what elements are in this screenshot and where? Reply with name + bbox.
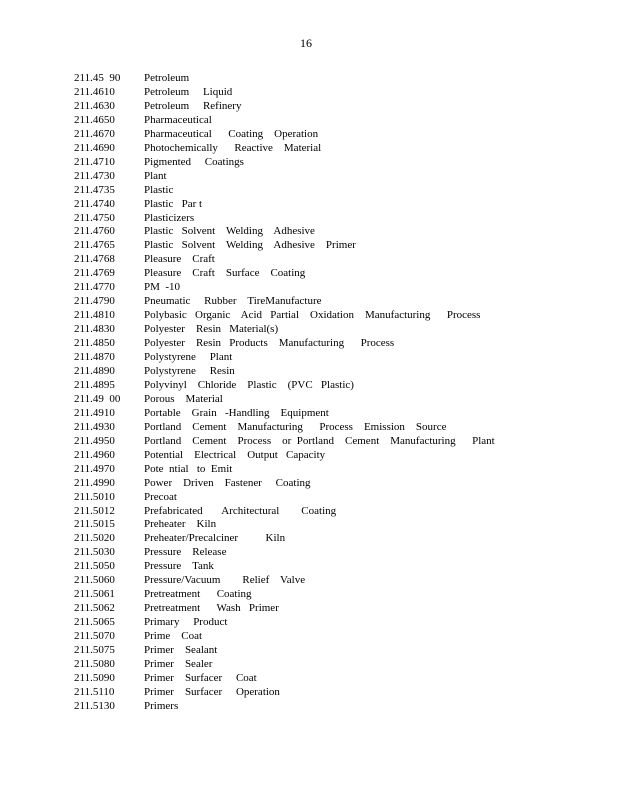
defined-term: Primer Surfacer Coat (144, 671, 257, 684)
defined-term: Plant (144, 169, 167, 182)
defined-term: Petroleum (144, 71, 190, 84)
index-entry (74, 476, 594, 490)
index-entry (74, 420, 594, 434)
defined-term: Portable Grain -Handling Equipment (144, 406, 329, 419)
index-entry (74, 322, 594, 336)
section-number: 211.4650 (74, 113, 115, 126)
section-number: 211.4770 (74, 281, 115, 294)
section-number: 211.4970 (74, 462, 115, 475)
section-number: 211.4990 (74, 476, 115, 489)
defined-term: Prefabricated Architectural Coating (144, 504, 337, 517)
section-number: 211.4750 (74, 211, 115, 224)
section-number: 211.5030 (74, 546, 115, 559)
defined-term: Potential Electrical Output Capacity (144, 448, 326, 461)
section-number: 211.5110 (74, 685, 115, 698)
index-entry (74, 699, 594, 713)
section-number: 211.45 90 (74, 71, 121, 84)
section-number: 211.4810 (74, 309, 115, 322)
index-entry (74, 169, 594, 183)
defined-term: Preheater Kiln (144, 518, 217, 531)
defined-term: Porous Material (144, 392, 223, 405)
index-entry (74, 99, 594, 113)
index-entry (74, 545, 594, 559)
defined-term: Primer Sealer (144, 658, 213, 670)
section-number: 211.4960 (74, 448, 115, 461)
defined-term: Polyester Resin Products Manufacturing Process (144, 337, 395, 350)
index-entry (74, 127, 594, 141)
section-number: 211.4895 (74, 378, 115, 391)
defined-term: Petroleum Refinery (144, 99, 242, 112)
defined-term: Plastic Solvent Welding Adhesive Primer (144, 239, 356, 252)
index-entry (74, 490, 594, 504)
defined-term: Pretreatment Wash Primer (144, 602, 279, 615)
index-entry (74, 113, 594, 127)
defined-term: Precoat (144, 490, 177, 503)
section-number: 211.5090 (74, 671, 115, 684)
index-entry (74, 657, 594, 671)
index-entry (74, 448, 594, 462)
definition-index-list (74, 71, 594, 713)
defined-term: Polyvinyl Chloride Plastic (PVC Plastic) (144, 378, 354, 391)
section-number: 211.4760 (74, 225, 115, 238)
page-number: 16 (300, 36, 312, 50)
index-entry (74, 211, 594, 225)
defined-term: Polybasic Organic Acid Partial Oxidation Manufacturing Process (144, 309, 481, 322)
section-number: 211.5065 (74, 616, 115, 629)
section-number: 211.4670 (74, 127, 115, 140)
section-number: 211.4870 (74, 351, 115, 364)
index-entry (74, 685, 594, 699)
index-entry (74, 406, 594, 420)
section-number: 211.5060 (74, 574, 115, 587)
index-entry (74, 504, 594, 518)
section-number: 211.5061 (74, 588, 115, 601)
index-entry (74, 336, 594, 350)
index-entry (74, 601, 594, 615)
section-number: 211.5012 (74, 504, 115, 517)
defined-term: Primer Surfacer Operation (144, 685, 280, 698)
defined-term: Polyester Resin Material(s) (144, 323, 279, 336)
section-number: 211.5070 (74, 630, 115, 643)
section-number: 211.4690 (74, 141, 115, 154)
defined-term: Pressure/Vacuum Relief Valve (144, 574, 306, 587)
index-entry (74, 364, 594, 378)
section-number: 211.4610 (74, 85, 115, 98)
defined-term: Pressure Tank (144, 560, 214, 573)
index-entry (74, 462, 594, 476)
section-number: 211.4630 (74, 99, 115, 112)
index-entry (74, 671, 594, 685)
section-number: 211.4710 (74, 155, 115, 168)
index-entry (74, 141, 594, 155)
section-number: 211.5015 (74, 518, 115, 531)
defined-term: Photochemically Reactive Material (144, 141, 322, 154)
index-entry (74, 308, 594, 322)
section-number: 211.4830 (74, 323, 115, 336)
index-entry (74, 85, 594, 99)
section-number: 211.4850 (74, 337, 115, 350)
defined-term: Primers (144, 699, 179, 712)
section-number: 211.4768 (74, 253, 115, 266)
section-number: 211.4790 (74, 295, 115, 308)
section-number: 211.5130 (74, 699, 115, 712)
defined-term: PM -10 (144, 281, 181, 294)
defined-term: Pleasure Craft (144, 253, 215, 266)
index-entry (74, 183, 594, 197)
defined-term: Primer Sealant (144, 644, 218, 657)
section-number: 211.5020 (74, 532, 115, 545)
defined-term: Plastic Solvent Welding Adhesive (144, 225, 315, 238)
section-number: 211.5010 (74, 490, 115, 503)
defined-term: Petroleum Liquid (144, 85, 233, 98)
section-number: 211.5062 (74, 602, 115, 615)
defined-term: Pharmaceutical Coating Operation (144, 127, 319, 140)
defined-term: Pneumatic Rubber TireManufacture (144, 295, 322, 308)
defined-term: Plasticizers (144, 211, 195, 224)
defined-term: Plastic (144, 183, 174, 196)
index-entry (74, 71, 594, 85)
index-entry (74, 434, 594, 448)
defined-term: Power Driven Fastener Coating (144, 476, 311, 489)
section-number: 211.4910 (74, 406, 115, 419)
section-number: 211.4890 (74, 364, 115, 377)
index-entry (74, 155, 594, 169)
section-number: 211.4930 (74, 420, 115, 433)
section-number: 211.5080 (74, 658, 115, 670)
index-entry (74, 392, 594, 406)
defined-term: Pharmaceutical (144, 113, 212, 126)
section-number: 211.4735 (74, 183, 115, 196)
index-entry (74, 531, 594, 545)
index-entry (74, 629, 594, 643)
index-entry (74, 559, 594, 573)
section-number: 211.4730 (74, 169, 115, 182)
section-number: 211.4769 (74, 267, 115, 280)
index-entry (74, 350, 594, 364)
index-entry (74, 252, 594, 266)
index-entry (74, 294, 594, 308)
defined-term: Preheater/Precalciner Kiln (144, 532, 286, 545)
defined-term: Pleasure Craft Surface Coating (144, 267, 306, 280)
section-number: 211.49 00 (74, 392, 121, 405)
index-entry (74, 615, 594, 629)
section-number: 211.4765 (74, 239, 115, 252)
section-number: 211.4950 (74, 434, 115, 447)
defined-term: Pigmented Coatings (144, 155, 244, 168)
defined-term: Polystyrene Plant (144, 351, 233, 364)
defined-term: Prime Coat (144, 630, 203, 643)
defined-term: Primary Product (144, 616, 228, 629)
index-entry (74, 238, 594, 252)
defined-term: Plastic Par t (144, 197, 203, 210)
defined-term: Polystyrene Resin (144, 364, 235, 377)
defined-term: Pretreatment Coating (144, 588, 252, 601)
index-entry (74, 378, 594, 392)
index-entry (74, 573, 594, 587)
section-number: 211.5075 (74, 644, 115, 657)
index-entry (74, 266, 594, 280)
defined-term: Portland Cement Process or Portland Cement Manufacturing Plant (144, 434, 495, 447)
defined-term: Pressure Release (144, 546, 227, 559)
index-entry (74, 643, 594, 657)
section-number: 211.5050 (74, 560, 115, 573)
defined-term: Portland Cement Manufacturing Process Emission Source (144, 420, 447, 433)
index-entry (74, 197, 594, 211)
section-number: 211.4740 (74, 197, 115, 210)
index-entry (74, 518, 594, 532)
index-entry (74, 224, 594, 238)
index-entry (74, 280, 594, 294)
index-entry (74, 587, 594, 601)
defined-term: Pote ntial to Emit (144, 462, 233, 475)
